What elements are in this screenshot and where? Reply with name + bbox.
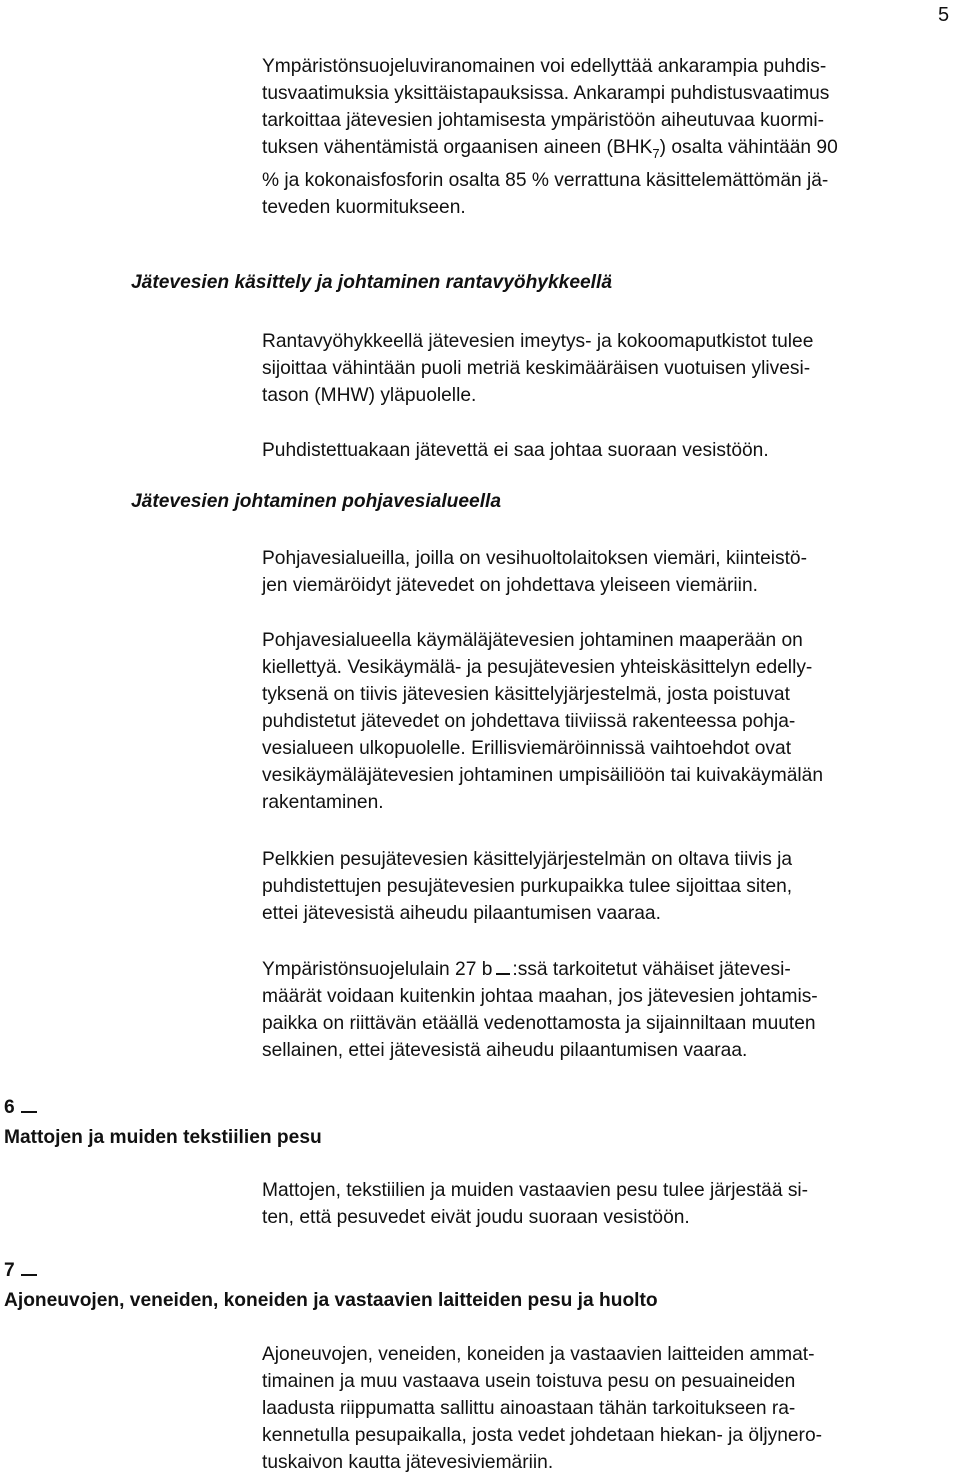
text-line: kennetulla pesupaikalla, josta vedet johdetaan hiekan- ja öljynero- <box>262 1425 823 1446</box>
section-7-heading <box>4 1256 658 1316</box>
text-line: Rantavyöhykkeellä jätevesien imeytys- ja kokoomaputkistot tulee <box>262 331 814 352</box>
text-fragment: tuksen vähentämistä orgaanisen aineen (BHK <box>262 137 653 158</box>
intro-paragraph <box>262 53 952 221</box>
groundwater-paragraph-1 <box>262 545 952 599</box>
shore-paragraph-2 <box>262 437 952 464</box>
text-line: timainen ja muu vastaava usein toistuva pesu on pesuaineiden <box>262 1371 796 1392</box>
text-line: laadusta riippumatta sallittu ainoastaan tähän tarkoitukseen ra- <box>262 1398 796 1419</box>
text-line: Pohjavesialueilla, joilla on vesihuoltolaitoksen viemäri, kiinteistö- <box>262 548 807 569</box>
text-line: vesialueen ulkopuolelle. Erillisviemäröinnissä vaihtoehdot ovat <box>262 738 792 759</box>
text-line: rakentaminen. <box>262 792 384 813</box>
text-line: vesikäymäläjätevesien johtaminen umpisäiliöön tai kuivakäymälän <box>262 765 823 786</box>
section-number <box>4 1256 658 1286</box>
section-number-value: 6 <box>4 1097 15 1118</box>
section-sign-mark <box>21 1097 37 1113</box>
subheading-shore: Jätevesien käsittely ja johtaminen rantavyöhykkeellä <box>131 272 612 293</box>
subheading-groundwater: Jätevesien johtaminen pohjavesialueella <box>131 491 502 512</box>
section-title: Mattojen ja muiden tekstiilien pesu <box>4 1127 322 1148</box>
text-line: sellainen, ettei jätevesistä aiheudu pilaantumisen vaaraa. <box>262 1040 748 1061</box>
section-number <box>4 1093 322 1123</box>
section-6-heading <box>4 1093 322 1153</box>
text-line: Pohjavesialueella käymäläjätevesien johtaminen maaperään on <box>262 630 803 651</box>
text-line: Pelkkien pesujätevesien käsittelyjärjestelmän on oltava tiivis ja <box>262 849 793 870</box>
text-line <box>262 956 952 983</box>
groundwater-paragraph-4 <box>262 956 952 1064</box>
text-line: puhdistetut jätevedet on johdettava tiiviissä rakenteessa pohja- <box>262 711 796 732</box>
text-line: Mattojen, tekstiilien ja muiden vastaavien pesu tulee järjestää si- <box>262 1180 809 1201</box>
text-line: tason (MHW) yläpuolelle. <box>262 385 477 406</box>
text-fragment: :ssä tarkoitetut vähäiset jätevesi- <box>512 959 791 980</box>
text-line: tusvaatimuksia yksittäistapauksissa. Ankarampi puhdistusvaatimus <box>262 83 830 104</box>
shore-paragraph-1 <box>262 328 952 409</box>
text-line: tuskaivon kautta jätevesiviemäriin. <box>262 1452 554 1473</box>
text-line: jen viemäröidyt jätevedet on johdettava yleiseen viemäriin. <box>262 575 758 596</box>
section-6-body <box>262 1177 952 1231</box>
groundwater-paragraph-3 <box>262 846 952 927</box>
text-line: ten, että pesuvedet eivät joudu suoraan vesistöön. <box>262 1207 690 1228</box>
text-line: sijoittaa vähintään puoli metriä keskimääräisen vuotuisen ylivesi- <box>262 358 811 379</box>
groundwater-paragraph-2 <box>262 627 952 816</box>
text-line: ettei jätevesistä aiheudu pilaantumisen vaaraa. <box>262 903 661 924</box>
text-line: tyksenä on tiivis jätevesien käsittelyjärjestelmä, josta poistuvat <box>262 684 790 705</box>
text-line: Puhdistettuakaan jätevettä ei saa johtaa suoraan vesistöön. <box>262 440 769 461</box>
section-title: Ajoneuvojen, veneiden, koneiden ja vastaavien laitteiden pesu ja huolto <box>4 1290 658 1311</box>
subscript: 7 <box>652 145 660 161</box>
text-line: teveden kuormitukseen. <box>262 196 466 218</box>
section-7-body <box>262 1341 952 1476</box>
text-line: Ajoneuvojen, veneiden, koneiden ja vastaavien laitteiden ammat- <box>262 1344 815 1365</box>
page-number: 5 <box>938 4 950 26</box>
section-number-value: 7 <box>4 1260 15 1281</box>
text-line: tarkoittaa jätevesien johtamisesta ympäristöön aiheutuvaa kuormi- <box>262 110 825 131</box>
text-line: kiellettyä. Vesikäymälä- ja pesujätevesien yhteiskäsittelyn edelly- <box>262 657 813 678</box>
text-line: puhdistettujen pesujätevesien purkupaikka tulee sijoittaa siten, <box>262 876 793 897</box>
text-line: määrät voidaan kuitenkin johtaa maahan, jos jätevesien johtamis- <box>262 986 818 1007</box>
text-line: % ja kokonaisfosforin osalta 85 % verrattuna käsittelemättömän jä- <box>262 169 829 191</box>
text-line: paikka on riittävän etäällä vedenottamosta ja sijainniltaan muuten <box>262 1013 816 1034</box>
text-line <box>262 134 952 167</box>
text-fragment: ) osalta vähintään 90 <box>659 137 838 158</box>
text-line: Ympäristönsuojeluviranomainen voi edellyttää ankarampia puhdis- <box>262 56 827 77</box>
text-fragment: Ympäristönsuojelulain 27 b <box>262 959 493 980</box>
section-sign-mark <box>496 959 510 975</box>
section-sign-mark <box>21 1260 37 1276</box>
